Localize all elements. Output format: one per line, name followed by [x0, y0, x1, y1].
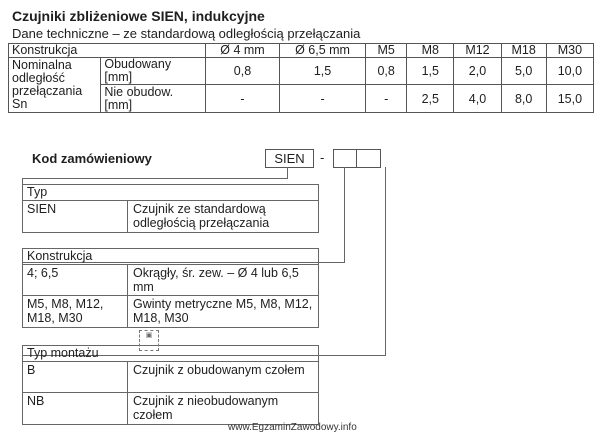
column-header: M30	[546, 44, 593, 58]
group-title: Konstrukcja	[23, 249, 318, 265]
stamp-icon: ▣	[139, 330, 159, 351]
order-code-slot-mounting	[356, 149, 381, 168]
param-label-line: przełączania	[12, 84, 83, 98]
option-description: Czujnik ze standardową odległością przełączania	[133, 202, 270, 230]
row-label-line: [mm]	[104, 70, 133, 84]
list-item	[23, 265, 318, 296]
group-typ	[22, 184, 319, 233]
param-label-line: Sn	[12, 97, 28, 111]
option-description: Gwinty metryczne M5, M8, M12, M18, M30	[133, 297, 313, 325]
option-code: NB	[23, 393, 128, 424]
group-title: Typ	[23, 185, 318, 201]
option-description: Okrągły, śr. zew. – Ø 4 lub 6,5 mm	[133, 266, 299, 294]
column-header: M18	[501, 44, 546, 58]
spec-table-header	[9, 44, 594, 58]
row-label-line: [mm]	[104, 97, 133, 112]
value-cell: 1,5	[407, 58, 454, 85]
value-cell: 15,0	[546, 85, 593, 113]
row-label-cell	[101, 85, 206, 113]
value-cell: 0,8	[206, 58, 280, 85]
row-label-line: Obudowany	[104, 57, 172, 71]
column-header: M8	[407, 44, 454, 58]
list-item	[23, 362, 318, 393]
connector-line	[344, 167, 345, 263]
row-label-cell	[101, 58, 206, 85]
order-code-prefix-box: SIEN	[265, 149, 314, 168]
value-cell: -	[366, 85, 407, 113]
value-cell: -	[206, 85, 280, 113]
value-cell: 8,0	[501, 85, 546, 113]
row-label-line: Nie obudow.	[104, 84, 174, 99]
value-cell: -	[279, 85, 365, 113]
construction-header: Konstrukcja	[9, 44, 206, 58]
list-item	[23, 296, 318, 327]
option-code: M5, M8, M12, M18, M30	[23, 296, 128, 327]
option-description: Czujnik z nieobudowanym czołem	[133, 394, 279, 422]
order-code-slot-construction	[333, 149, 358, 168]
param-label-cell	[9, 58, 101, 113]
column-header: Ø 6,5 mm	[279, 44, 365, 58]
order-code-label: Kod zamówieniowy	[32, 151, 152, 166]
group-konstrukcja	[22, 248, 319, 328]
value-cell: 0,8	[366, 58, 407, 85]
group-typ-montazu	[22, 345, 319, 425]
order-code-separator: -	[320, 150, 325, 165]
list-item	[23, 201, 318, 232]
value-cell: 2,0	[454, 58, 501, 85]
connector-line	[22, 178, 288, 179]
value-cell: 10,0	[546, 58, 593, 85]
document-title: Czujniki zbliżeniowe SIEN, indukcyjne	[12, 8, 265, 24]
list-item	[23, 393, 318, 424]
value-cell: 1,5	[279, 58, 365, 85]
watermark-text: www.EgzaminZawodowy.info	[228, 422, 357, 433]
document-subtitle: Dane techniczne – ze standardową odległością przełączania	[12, 26, 361, 41]
column-header: Ø 4 mm	[206, 44, 280, 58]
column-header: M12	[454, 44, 501, 58]
param-label-line: odległość	[12, 71, 65, 85]
option-code: SIEN	[23, 201, 128, 232]
spec-table	[8, 43, 594, 113]
option-description: Czujnik z obudowanym czołem	[133, 363, 305, 377]
connector-line	[385, 167, 386, 356]
table-row	[9, 58, 594, 85]
group-title: Typ montażu	[23, 346, 318, 362]
value-cell: 2,5	[407, 85, 454, 113]
value-cell: 5,0	[501, 58, 546, 85]
column-header: M5	[366, 44, 407, 58]
option-code: 4; 6,5	[23, 265, 128, 295]
param-label-line: Nominalna	[12, 58, 72, 72]
value-cell: 4,0	[454, 85, 501, 113]
option-code: B	[23, 362, 128, 392]
